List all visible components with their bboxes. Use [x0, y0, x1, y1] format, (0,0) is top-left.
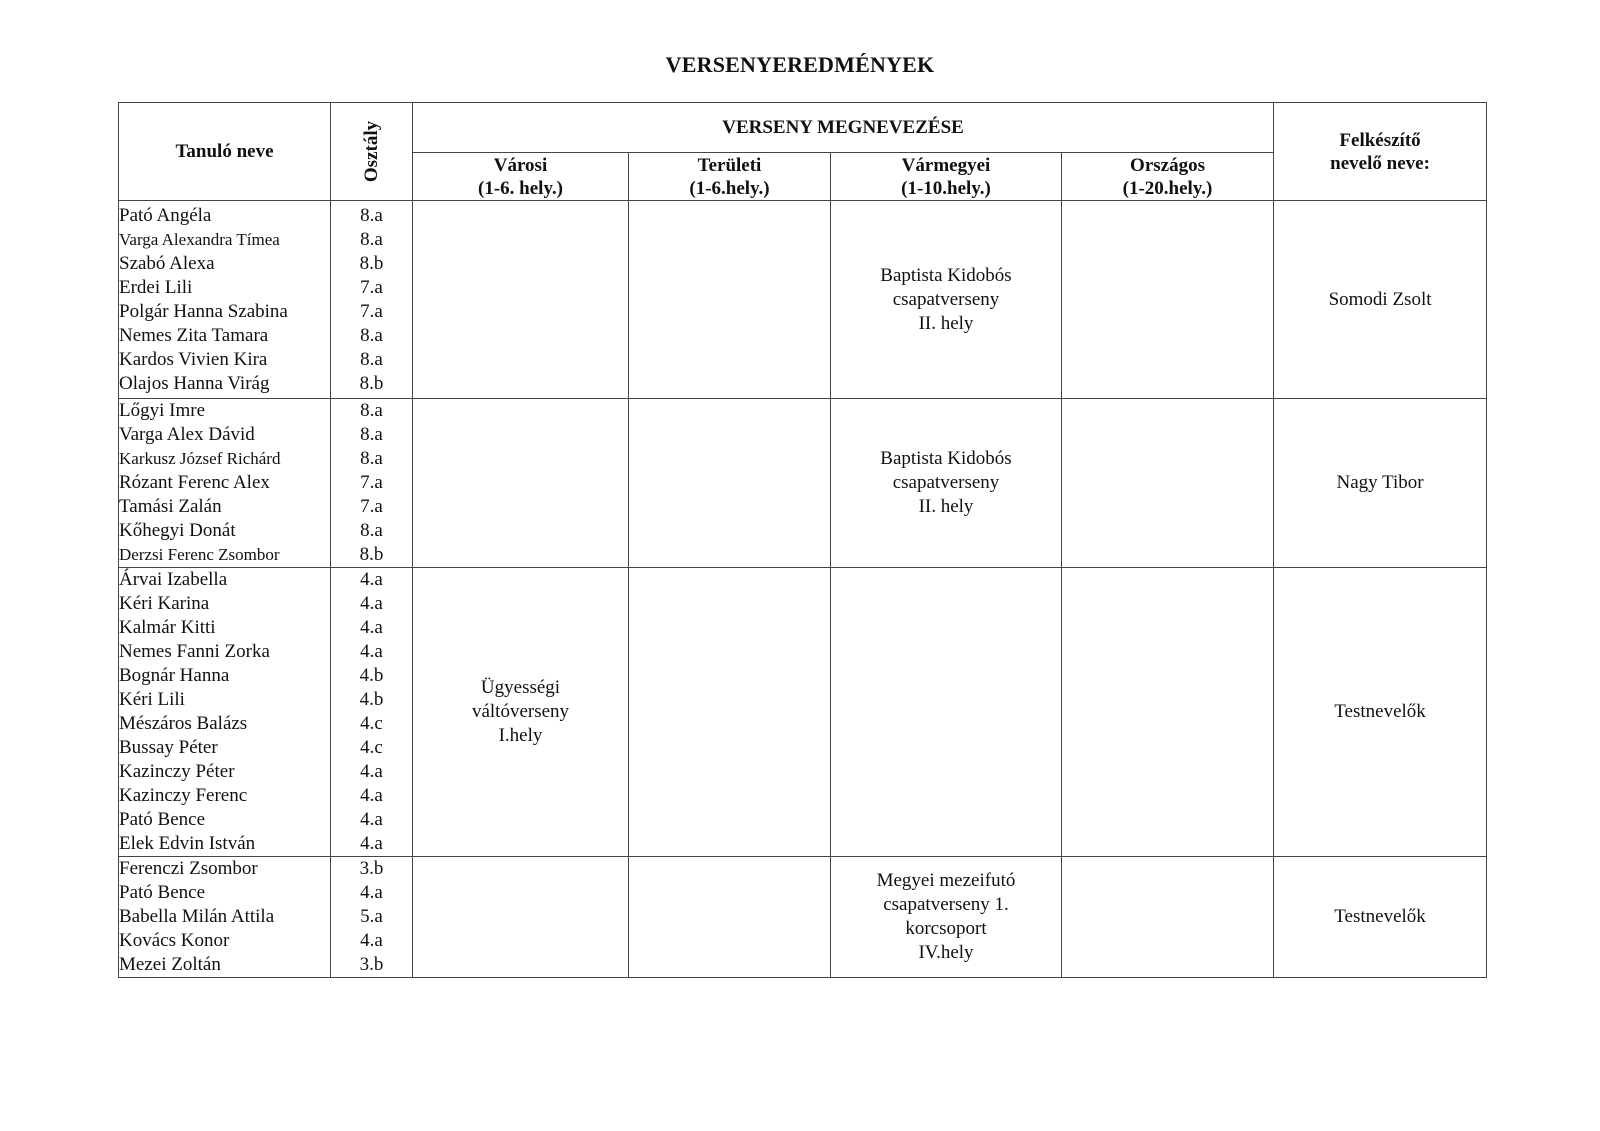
- result-cell-varmegyei: [831, 399, 1062, 568]
- student-class: 4.a: [360, 641, 383, 662]
- student-names-cell: [119, 857, 331, 978]
- student-class: 8.a: [360, 400, 383, 421]
- group-row: [119, 201, 1487, 399]
- result-cell-orszagos: [1062, 857, 1274, 978]
- student-name: Babella Milán Attila: [119, 906, 275, 927]
- level-name: Területi: [697, 154, 762, 176]
- teacher-name: Somodi Zsolt: [1328, 288, 1432, 310]
- header-teacher: [1274, 103, 1487, 201]
- group-row: [119, 568, 1487, 857]
- student-name: Kardos Vivien Kira: [119, 348, 268, 370]
- student-name: Karkusz József Richárd: [119, 449, 281, 468]
- teacher-cell: [1274, 568, 1487, 857]
- header-level-varmegyei: [831, 153, 1062, 201]
- student-name: Szabó Alexa: [119, 252, 215, 274]
- student-name: Polgár Hanna Szabina: [119, 300, 288, 322]
- student-name: Árvai Izabella: [119, 569, 228, 590]
- level-name: Országos: [1130, 154, 1205, 176]
- header-level-orszagos: [1062, 153, 1274, 201]
- result-text: Baptista Kidobós csapatverseny II. hely: [880, 448, 1012, 517]
- result-cell-teruleti: [629, 201, 831, 399]
- teacher-cell: [1274, 201, 1487, 399]
- student-class: 8.a: [360, 448, 383, 469]
- student-class: 4.b: [359, 689, 384, 710]
- student-class: 8.a: [360, 348, 383, 370]
- result-cell-varmegyei: [831, 201, 1062, 399]
- student-class: 5.a: [360, 906, 383, 927]
- student-name: Pató Bence: [119, 882, 206, 903]
- teacher-name: Testnevelők: [1334, 701, 1426, 722]
- results-table: [118, 102, 1487, 978]
- header-teacher-line-2: nevelő neve:: [1330, 152, 1430, 174]
- header-level-teruleti: [629, 153, 831, 201]
- result-text: Baptista Kidobós csapatverseny II. hely: [880, 264, 1012, 334]
- student-name: Derzsi Ferenc Zsombor: [119, 545, 280, 564]
- teacher-name: Testnevelők: [1334, 906, 1426, 927]
- student-class: 4.a: [360, 569, 383, 590]
- student-name: Nemes Zita Tamara: [119, 324, 269, 346]
- student-name: Bussay Péter: [119, 737, 218, 758]
- student-name: Kéri Lili: [119, 689, 185, 710]
- student-name: Mezei Zoltán: [119, 954, 221, 975]
- student-classes-cell: [331, 201, 413, 399]
- student-class: 3.b: [359, 858, 384, 879]
- level-range: (1-10.hely.): [901, 177, 991, 199]
- header-level-varosi: [413, 153, 629, 201]
- header-teacher-line-1: Felkészítő: [1339, 129, 1421, 151]
- document-title: VERSENYEREDMÉNYEK: [665, 52, 935, 77]
- student-name: Kazinczy Ferenc: [119, 785, 248, 806]
- student-name: Kéri Karina: [119, 593, 210, 614]
- student-class: 8.a: [360, 424, 383, 445]
- student-names-cell: [119, 568, 331, 857]
- student-name: Rózant Ferenc Alex: [119, 472, 270, 493]
- student-classes-cell: [331, 568, 413, 857]
- student-name: Pató Bence: [119, 809, 206, 830]
- student-name: Olajos Hanna Virág: [119, 372, 270, 394]
- student-classes-cell: [331, 399, 413, 568]
- header-class-label: Osztály: [361, 120, 382, 183]
- student-name: Kalmár Kitti: [119, 617, 216, 638]
- student-class: 4.c: [360, 713, 383, 734]
- student-class: 8.a: [360, 228, 383, 250]
- student-name: Bognár Hanna: [119, 665, 230, 686]
- header-class: [331, 103, 413, 201]
- student-name: Tamási Zalán: [119, 496, 222, 517]
- result-cell-varosi: [413, 201, 629, 399]
- result-cell-orszagos: [1062, 568, 1274, 857]
- result-cell-varmegyei: [831, 857, 1062, 978]
- student-name: Kovács Konor: [119, 930, 230, 951]
- student-class: 8.a: [360, 204, 383, 226]
- student-class: 8.b: [359, 372, 384, 394]
- level-range: (1-6.hely.): [689, 177, 770, 199]
- student-name: Pató Angéla: [119, 204, 212, 226]
- result-cell-varmegyei: [831, 568, 1062, 857]
- student-name: Elek Edvin István: [119, 833, 256, 854]
- teacher-cell: [1274, 399, 1487, 568]
- student-name: Mészáros Balázs: [119, 713, 248, 734]
- student-class: 7.a: [360, 276, 383, 298]
- student-class: 7.a: [360, 300, 383, 322]
- result-text: Ügyességi váltóverseny I.hely: [471, 677, 570, 746]
- teacher-name: Nagy Tibor: [1336, 472, 1424, 493]
- student-name: Lőgyi Imre: [119, 400, 206, 421]
- level-name: Városi: [493, 154, 548, 176]
- student-name: Kőhegyi Donát: [119, 520, 236, 541]
- group-row: [119, 399, 1487, 568]
- student-name: Kazinczy Péter: [119, 761, 235, 782]
- header-competition: VERSENY MEGNEVEZÉSE: [413, 103, 1274, 153]
- result-cell-teruleti: [629, 399, 831, 568]
- student-class: 4.a: [360, 785, 383, 806]
- student-class: 4.a: [360, 761, 383, 782]
- header-student-name: Tanuló neve: [119, 103, 331, 201]
- level-range: (1-6. hely.): [478, 177, 563, 199]
- student-class: 7.a: [360, 472, 383, 493]
- student-class: 4.a: [360, 833, 383, 854]
- student-class: 4.a: [360, 882, 383, 903]
- student-class: 4.b: [359, 665, 384, 686]
- result-cell-orszagos: [1062, 201, 1274, 399]
- student-class: 7.a: [360, 496, 383, 517]
- student-classes-cell: [331, 857, 413, 978]
- student-name: Varga Alex Dávid: [119, 424, 255, 445]
- student-class: 8.b: [359, 544, 384, 565]
- level-range: (1-20.hely.): [1122, 177, 1213, 199]
- teacher-cell: [1274, 857, 1487, 978]
- student-class: 4.a: [360, 930, 383, 951]
- result-cell-teruleti: [629, 568, 831, 857]
- level-name: Vármegyei: [901, 154, 991, 176]
- student-class: 4.a: [360, 617, 383, 638]
- result-cell-orszagos: [1062, 399, 1274, 568]
- result-cell-varosi: [413, 857, 629, 978]
- student-class: 4.a: [360, 809, 383, 830]
- student-class: 3.b: [359, 954, 384, 975]
- student-names-cell: [119, 201, 331, 399]
- student-name: Nemes Fanni Zorka: [119, 641, 270, 662]
- result-cell-varosi: [413, 568, 629, 857]
- student-name: Erdei Lili: [119, 276, 193, 298]
- result-cell-varosi: [413, 399, 629, 568]
- student-class: 4.c: [360, 737, 383, 758]
- student-class: 4.a: [360, 593, 383, 614]
- student-class: 8.a: [360, 520, 383, 541]
- result-cell-teruleti: [629, 857, 831, 978]
- student-class: 8.a: [360, 324, 383, 346]
- student-name: Ferenczi Zsombor: [119, 858, 258, 879]
- student-name: Varga Alexandra Tímea: [119, 229, 280, 249]
- student-names-cell: [119, 399, 331, 568]
- group-row: [119, 857, 1487, 978]
- result-text: Megyei mezeifutó csapatverseny 1. korcsoport IV.hely: [876, 870, 1016, 963]
- student-class: 8.b: [359, 252, 384, 274]
